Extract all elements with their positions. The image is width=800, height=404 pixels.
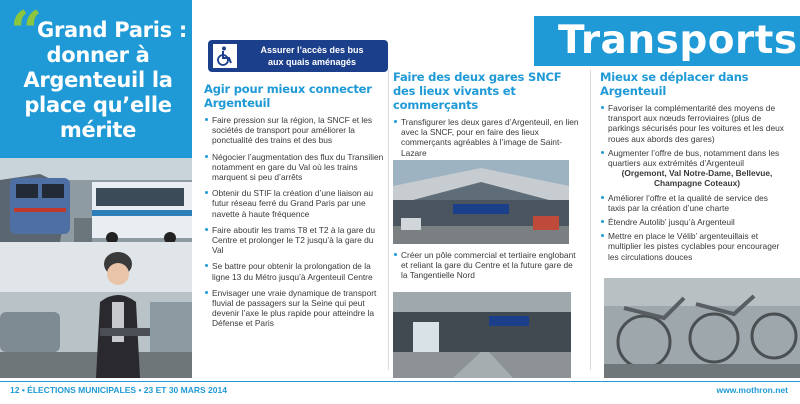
list-item: Négocier l’augmentation des flux du Transilien notamment en gare du Val où les trains marquent si peu d’arrêts — [204, 152, 384, 183]
accessibility-badge-text: Assurer l’accès des bus aux quais aménagés — [260, 45, 364, 67]
opening-quote-icon: “ — [10, 0, 43, 65]
footer — [0, 383, 800, 397]
bullet-list — [393, 117, 579, 158]
bullet-list — [393, 250, 579, 281]
station-photo — [393, 160, 569, 244]
footer-rule — [0, 381, 800, 382]
headline-line: mérite — [59, 118, 137, 142]
footer-issue-info: 12 • ÉLECTIONS MUNICIPALES • 23 ET 30 MARS 2014 — [10, 385, 227, 395]
column-heading: Mieux se déplacer dans Argenteuil — [600, 70, 749, 98]
column-heading: Faire des deux gares SNCF des lieux vivants et commerçants — [393, 70, 562, 112]
column-stations-continued — [393, 250, 579, 286]
footer-website: www.mothron.net — [716, 385, 788, 395]
list-item — [600, 148, 786, 189]
headline — [8, 18, 188, 143]
bullet-list — [600, 103, 786, 262]
column-divider — [388, 70, 389, 370]
headline-panel — [0, 0, 192, 378]
accessibility-badge — [208, 40, 388, 72]
column-connect — [204, 82, 384, 335]
headline-line: Argenteuil la — [23, 68, 173, 92]
list-item: Transfigurer les deux gares d’Argenteuil, en lien avec la SNCF, pour en faire des lieux commerçants agréables à l’image de Saint-Lazare — [393, 117, 579, 158]
bikes-photo — [604, 278, 800, 378]
list-item: Envisager une vraie dynamique de transport fluvial de passagers sur la Seine qui peut devenir l’axe le plus rapide pour atteindre la Défense et Paris — [204, 288, 384, 329]
list-item: Faire pression sur la région, la SNCF et les sociétés de transport pour améliorer la ponctualité des trains et des bus — [204, 115, 384, 146]
list-item: Étendre Autolib’ jusqu’à Argenteuil — [600, 217, 786, 227]
page-title: Transports — [558, 18, 798, 63]
headline-line: place qu’elle — [24, 93, 172, 117]
list-item: Favoriser la complémentarité des moyens de transport aux nœuds ferroviaires (plus de parkings sécurisés pour les voitures et les deux roues aux abords des gares) — [600, 103, 786, 144]
list-item: Faire aboutir les trams T8 et T2 à la gare du Centre et prolonger le T2 jusqu’à la gare du Val — [204, 225, 384, 256]
district-list: (Orgemont, Val Notre-Dame, Bellevue, Champagne Coteaux) — [621, 168, 773, 189]
trains-photo — [0, 158, 192, 242]
platform-photo — [393, 292, 571, 378]
list-item: Se battre pour obtenir la prolongation de la ligne 13 du Métro jusqu’à Argenteuil Centre — [204, 261, 384, 281]
column-stations — [393, 70, 579, 162]
bullet-list — [204, 115, 384, 329]
headline-line: donner à — [46, 43, 150, 67]
list-item: Créer un pôle commercial et tertiaire englobant et reliant la gare du Centre et la future gare de la Tangentielle Nord — [393, 250, 579, 281]
column-mobility — [600, 70, 786, 266]
list-item: Mettre en place le Vélib’ argenteuillais et multiplier les pistes cyclables pour encourager les circulations douces — [600, 231, 786, 262]
list-item-text: Augmenter l’offre de bus, notamment dans les quartiers aux extrémités d’Argenteuil — [608, 147, 780, 169]
list-item: Améliorer l’offre et la qualité de service des taxis par la création d’une charte — [600, 193, 786, 213]
candidate-photo — [0, 242, 192, 378]
headline-line: Grand Paris : — [37, 18, 187, 42]
list-item: Obtenir du STIF la création d’une liaison au futur réseau ferré du Grand Paris par une navette à haute fréquence — [204, 188, 384, 219]
column-heading: Agir pour mieux connecter Argenteuil — [204, 82, 372, 110]
column-divider — [590, 70, 591, 370]
wheelchair-accessibility-icon — [213, 44, 237, 68]
